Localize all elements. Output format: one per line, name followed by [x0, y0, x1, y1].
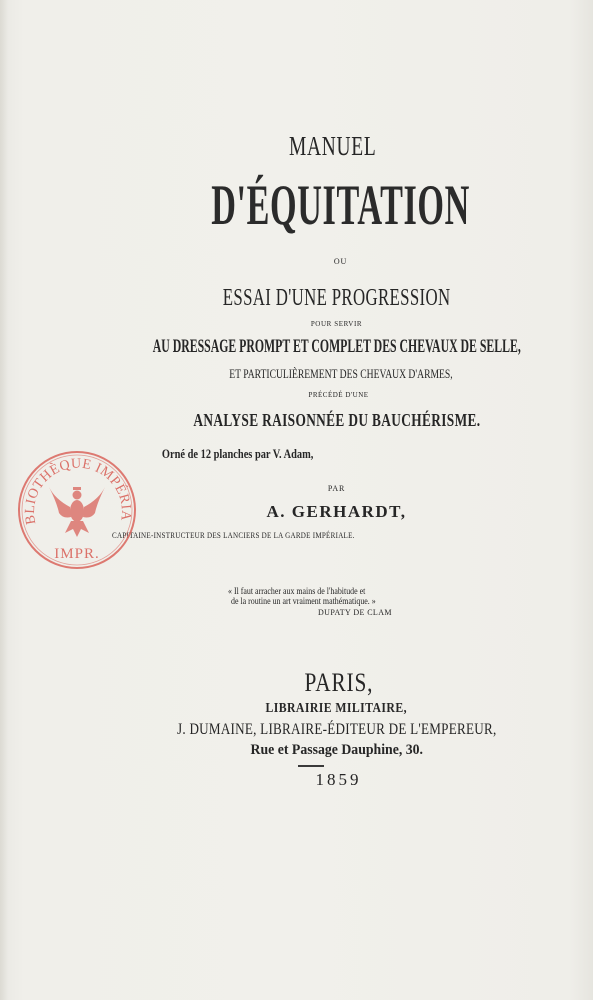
subtitle-precede: PRÉCÉDÉ D'UNE: [308, 391, 369, 399]
author-role: CAPITAINE-INSTRUCTEUR DES LANCIERS DE LA GARDE IMPÉRIALE.: [112, 531, 355, 540]
subtitle-analyse: ANALYSE RAISONNÉE DU BAUCHÉRISME.: [192, 410, 481, 430]
imprint-city: PARIS,: [304, 668, 373, 697]
subtitle-essai: ESSAI D'UNE PROGRESSION: [222, 285, 451, 311]
imprint-year: 1859: [315, 770, 362, 789]
imprint-publisher: LIBRAIRIE MILITAIRE,: [265, 701, 408, 716]
imprint-editor: J. DUMAINE, LIBRAIRE-ÉDITEUR DE L'EMPEREUR,: [176, 721, 497, 738]
title-line-manuel: MANUEL: [288, 131, 377, 161]
author-name: A. GERHARDT,: [266, 502, 407, 521]
imprint-rule: [298, 765, 324, 767]
epigraph-attribution: DUPATY DE CLAM: [318, 608, 392, 617]
subtitle-dressage: AU DRESSAGE PROMPT ET COMPLET DES CHEVAUX DE SELLE,: [152, 336, 521, 357]
author-par: PAR: [327, 484, 346, 493]
title-line-equitation: D'ÉQUITATION: [211, 174, 470, 237]
library-stamp-icon: [15, 447, 139, 573]
eagle-icon: [49, 487, 105, 537]
epigraph-line-2: de la routine un art vraiment mathématique. »: [231, 596, 376, 606]
subtitle-orne: Orné de 12 planches par V. Adam,: [162, 446, 314, 461]
subtitle-pour-servir: POUR SERVIR: [310, 320, 363, 328]
title-ou: OU: [333, 257, 348, 266]
stamp-arc-text: BLIOTHÈQUE IMPÉRIA: [22, 456, 134, 526]
imprint-address: Rue et Passage Dauphine, 30.: [250, 742, 423, 758]
stamp-bottom-text: IMPR.: [54, 546, 100, 562]
epigraph-line-1: « Il faut arracher aux mains de l'habitude et: [228, 586, 366, 596]
subtitle-particulierement: ET PARTICULIÈREMENT DES CHEVAUX D'ARMES,: [228, 366, 453, 381]
